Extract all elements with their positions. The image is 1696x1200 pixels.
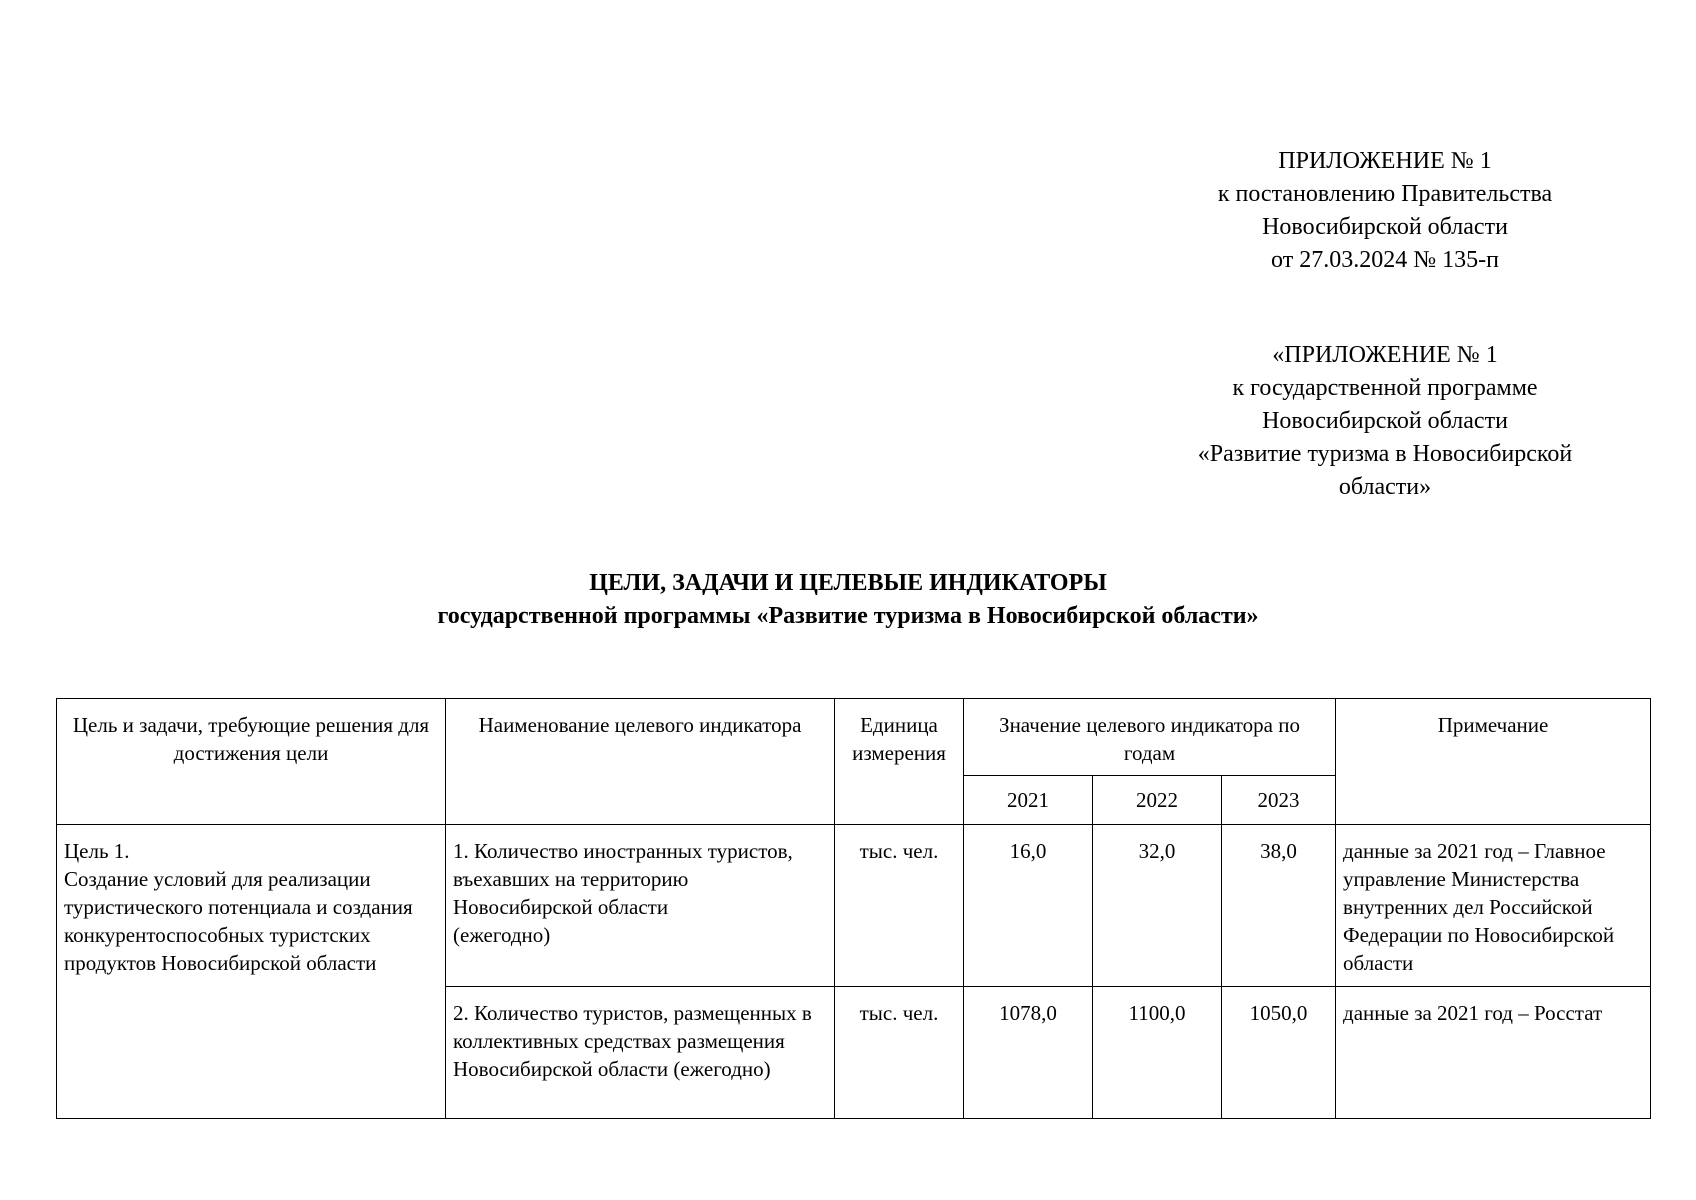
goal-cell: Цель 1. Создание условий для реализации туристического потенциала и создания конкурентоспособных туристских продуктов Новосибирской области [57,825,446,1119]
note-cell: данные за 2021 год – Росстат [1336,987,1651,1119]
unit-cell: тыс. чел. [835,825,964,987]
value-cell-2021: 1078,0 [964,987,1093,1119]
annex-line: области» [1338,474,1432,500]
header-year-2021: 2021 [964,776,1093,825]
value-cell-2023: 1050,0 [1222,987,1336,1119]
value-cell-2021: 16,0 [964,825,1093,987]
annex-line: Новосибирской области [1262,408,1508,434]
title-line-1: ЦЕЛИ, ЗАДАЧИ И ЦЕЛЕВЫЕ ИНДИКАТОРЫ [589,570,1107,596]
value-cell-2023: 38,0 [1222,825,1336,987]
annex-line: «ПРИЛОЖЕНИЕ № 1 [1272,342,1498,368]
header-goal: Цель и задачи, требующие решения для достижения цели [57,699,446,825]
table-row [57,825,1651,987]
annex-header-resolution [1165,145,1605,277]
header-year-2023: 2023 [1222,776,1336,825]
indicator-cell: 2. Количество туристов, размещенных в коллективных средствах размещения Новосибирской области (ежегодно) [446,987,835,1119]
indicators-table [56,698,1651,1119]
header-values-by-year: Значение целевого индикатора по годам [964,699,1336,776]
table-header-row [57,699,1651,776]
annex-line: к государственной программе [1232,375,1538,401]
annex-line: ПРИЛОЖЕНИЕ № 1 [1278,148,1492,174]
title-line-2: государственной программы «Развитие туризма в Новосибирской области» [437,603,1259,629]
header-year-2022: 2022 [1093,776,1222,825]
annex-line: к постановлению Правительства [1217,181,1553,207]
note-cell: данные за 2021 год – Главное управление Министерства внутренних дел Российской Федерации по Новосибирской области [1336,825,1651,987]
indicator-cell: 1. Количество иностранных туристов, въехавших на территорию Новосибирской области (ежегодно) [446,825,835,987]
annex-header-program [1150,339,1620,504]
annex-line: от 27.03.2024 № 135-п [1271,247,1499,273]
document-title [0,567,1696,633]
header-indicator: Наименование целевого индикатора [446,699,835,825]
annex-line: «Развитие туризма в Новосибирской [1197,441,1573,467]
unit-cell: тыс. чел. [835,987,964,1119]
value-cell-2022: 1100,0 [1093,987,1222,1119]
header-unit: Единица измерения [835,699,964,825]
header-note: Примечание [1336,699,1651,825]
value-cell-2022: 32,0 [1093,825,1222,987]
annex-line: Новосибирской области [1262,214,1508,240]
